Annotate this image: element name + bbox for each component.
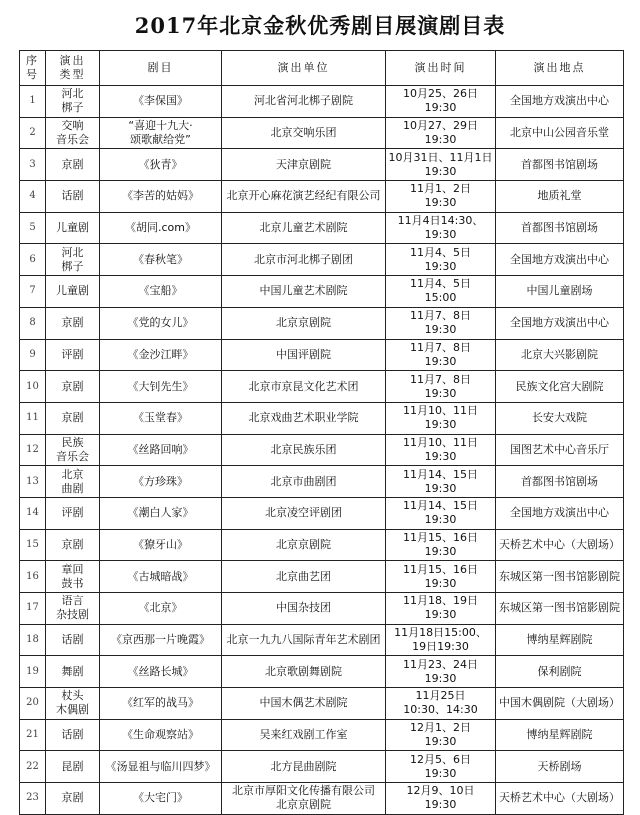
cell-time bbox=[386, 624, 496, 656]
cell-venue: 中国木偶剧院（大剧场） bbox=[496, 688, 624, 720]
cell-time bbox=[386, 244, 496, 276]
cell-seq: 7 bbox=[20, 276, 46, 308]
cell-time-line: 11月10、11日 bbox=[403, 404, 478, 418]
cell-type-line: 河北 bbox=[61, 87, 84, 101]
cell-type bbox=[46, 276, 100, 308]
cell-type-line: 梆子 bbox=[61, 259, 84, 273]
cell-time-line: 12月5、6日 bbox=[410, 752, 471, 766]
cell-type-line: 京剧 bbox=[61, 537, 84, 551]
cell-time bbox=[386, 466, 496, 498]
cell-venue: 保利剧院 bbox=[496, 656, 624, 688]
cell-time bbox=[386, 783, 496, 815]
cell-type-line: 木偶剧 bbox=[56, 703, 89, 717]
cell-type-line: 京剧 bbox=[61, 316, 84, 330]
cell-time-line: 19:30 bbox=[424, 323, 457, 337]
cell-org-line: 中国木偶艺术剧院 bbox=[259, 696, 348, 710]
cell-org-line: 北京凌空评剧团 bbox=[265, 506, 342, 520]
table-row bbox=[20, 688, 624, 720]
cell-time-line: 12月1、2日 bbox=[410, 721, 471, 735]
cell-show bbox=[100, 244, 222, 276]
cell-time-line: 19:30 bbox=[424, 735, 457, 749]
cell-time bbox=[386, 86, 496, 118]
cell-time-line: 19:30 bbox=[424, 449, 457, 463]
cell-org-line: 北京市曲剧团 bbox=[270, 474, 337, 488]
header-org: 演出单位 bbox=[222, 51, 386, 86]
cell-time bbox=[386, 149, 496, 181]
cell-show bbox=[100, 339, 222, 371]
cell-show-line: 《京西那一片晚霞》 bbox=[111, 633, 210, 647]
cell-show-line: 《春秋笔》 bbox=[133, 252, 188, 266]
cell-show-line: 《潮白人家》 bbox=[127, 506, 194, 520]
cell-venue: 天桥剧场 bbox=[496, 751, 624, 783]
table-row bbox=[20, 751, 624, 783]
table-row bbox=[20, 719, 624, 751]
cell-show bbox=[100, 497, 222, 529]
cell-show-line: 《大宅门》 bbox=[133, 791, 188, 805]
cell-seq: 2 bbox=[20, 117, 46, 149]
page-title: 2017年北京金秋优秀剧目展演剧目表 bbox=[134, 13, 506, 38]
table-row bbox=[20, 593, 624, 625]
cell-show-line: 《汤显祖与临川四梦》 bbox=[105, 759, 216, 773]
cell-org bbox=[222, 212, 386, 244]
cell-time-line: 11月23、24日 bbox=[403, 657, 478, 671]
table-row bbox=[20, 181, 624, 213]
header-time: 演出时间 bbox=[386, 51, 496, 86]
cell-type bbox=[46, 371, 100, 403]
cell-time-line: 10:30、14:30 bbox=[403, 703, 478, 717]
cell-seq: 23 bbox=[20, 783, 46, 815]
cell-time-line: 11月4、5日 bbox=[410, 245, 471, 259]
cell-time bbox=[386, 593, 496, 625]
cell-org bbox=[222, 624, 386, 656]
cell-show-line: 《獠牙山》 bbox=[133, 537, 188, 551]
cell-org-line: 中国杂技团 bbox=[276, 601, 331, 615]
cell-show-line: 《丝路长城》 bbox=[127, 664, 194, 678]
cell-time-line: 11月1、2日 bbox=[410, 182, 471, 196]
cell-seq: 10 bbox=[20, 371, 46, 403]
cell-time-line: 19:30 bbox=[424, 513, 457, 527]
cell-type-line: 昆剧 bbox=[61, 759, 84, 773]
cell-type-line: 评剧 bbox=[61, 347, 84, 361]
cell-show-line: 《宝船》 bbox=[138, 284, 183, 298]
cell-org bbox=[222, 561, 386, 593]
cell-time bbox=[386, 497, 496, 529]
cell-time-line: 11月7、8日 bbox=[410, 372, 471, 386]
cell-org bbox=[222, 688, 386, 720]
table-row bbox=[20, 561, 624, 593]
cell-org-line: 北京歌剧舞剧院 bbox=[265, 664, 342, 678]
cell-org bbox=[222, 371, 386, 403]
cell-type bbox=[46, 624, 100, 656]
cell-type-line: 河北 bbox=[61, 245, 84, 259]
schedule-table bbox=[19, 50, 624, 815]
cell-time-line: 11月7、8日 bbox=[410, 340, 471, 354]
cell-type bbox=[46, 434, 100, 466]
cell-time-line: 19:30 bbox=[424, 101, 457, 115]
cell-venue: 天桥艺术中心（大剧场） bbox=[496, 783, 624, 815]
cell-type bbox=[46, 593, 100, 625]
cell-show bbox=[100, 307, 222, 339]
cell-venue: 首都图书馆剧场 bbox=[496, 466, 624, 498]
cell-show bbox=[100, 86, 222, 118]
cell-time-line: 12月9、10日 bbox=[406, 784, 475, 798]
cell-seq: 21 bbox=[20, 719, 46, 751]
cell-show-line: 《大钊先生》 bbox=[127, 379, 194, 393]
table-row bbox=[20, 783, 624, 815]
cell-type-line: 京剧 bbox=[61, 411, 84, 425]
header-venue: 演出地点 bbox=[496, 51, 624, 86]
cell-type bbox=[46, 783, 100, 815]
cell-org-line: 北京儿童艺术剧院 bbox=[259, 221, 348, 235]
cell-time bbox=[386, 434, 496, 466]
cell-time-line: 19:30 bbox=[424, 164, 457, 178]
cell-type-line: 鼓书 bbox=[61, 576, 84, 590]
cell-show bbox=[100, 212, 222, 244]
cell-type-line: 儿童剧 bbox=[56, 284, 89, 298]
cell-type-line: 曲剧 bbox=[61, 481, 84, 495]
cell-venue: 北京中山公园音乐堂 bbox=[496, 117, 624, 149]
cell-time bbox=[386, 212, 496, 244]
cell-type bbox=[46, 751, 100, 783]
cell-show bbox=[100, 624, 222, 656]
cell-type-line: 话剧 bbox=[61, 728, 84, 742]
cell-time-line: 19:30 bbox=[424, 196, 457, 210]
cell-show-line: “喜迎十九大· bbox=[128, 119, 193, 133]
cell-org-line: 北京民族乐团 bbox=[270, 442, 337, 456]
header-seq: 序 号 bbox=[20, 51, 46, 86]
cell-type-line: 儿童剧 bbox=[56, 221, 89, 235]
cell-show-line: 《丝路回响》 bbox=[127, 442, 194, 456]
cell-org-line: 北方昆曲剧院 bbox=[270, 759, 337, 773]
cell-type-line: 交响 bbox=[61, 119, 84, 133]
cell-time bbox=[386, 307, 496, 339]
cell-type-line: 民族 bbox=[61, 435, 84, 449]
cell-org-line: 北京市京昆文化艺术团 bbox=[248, 379, 359, 393]
table-row bbox=[20, 244, 624, 276]
cell-org bbox=[222, 307, 386, 339]
cell-type bbox=[46, 656, 100, 688]
cell-time-line: 19:30 bbox=[424, 766, 457, 780]
cell-venue: 全国地方戏演出中心 bbox=[496, 86, 624, 118]
cell-time bbox=[386, 117, 496, 149]
cell-seq: 18 bbox=[20, 624, 46, 656]
cell-org-line: 北京市河北梆子剧团 bbox=[254, 252, 353, 266]
cell-seq: 17 bbox=[20, 593, 46, 625]
cell-venue: 全国地方戏演出中心 bbox=[496, 307, 624, 339]
cell-show-line: 《方珍珠》 bbox=[133, 474, 188, 488]
cell-org-line: 北京市厚阳文化传播有限公司 bbox=[232, 784, 375, 798]
cell-seq: 5 bbox=[20, 212, 46, 244]
cell-type-line: 音乐会 bbox=[56, 133, 89, 147]
table-row bbox=[20, 529, 624, 561]
cell-org-line: 北京开心麻花演艺经纪有限公司 bbox=[226, 189, 381, 203]
cell-show-line: 《北京》 bbox=[138, 601, 183, 615]
cell-show bbox=[100, 466, 222, 498]
table-row bbox=[20, 656, 624, 688]
cell-type-line: 评剧 bbox=[61, 506, 84, 520]
cell-time-line: 19:30 bbox=[424, 798, 457, 812]
cell-type bbox=[46, 688, 100, 720]
cell-org-line: 北京一九九八国际青年艺术剧团 bbox=[226, 633, 381, 647]
cell-seq: 19 bbox=[20, 656, 46, 688]
cell-show-line: 颂歌献给党” bbox=[130, 133, 191, 147]
cell-org bbox=[222, 117, 386, 149]
cell-time bbox=[386, 402, 496, 434]
cell-org bbox=[222, 434, 386, 466]
cell-org-line: 河北省河北梆子剧院 bbox=[254, 94, 353, 108]
cell-type bbox=[46, 149, 100, 181]
cell-seq: 1 bbox=[20, 86, 46, 118]
cell-show bbox=[100, 751, 222, 783]
cell-seq: 4 bbox=[20, 181, 46, 213]
table-row bbox=[20, 434, 624, 466]
table-row bbox=[20, 466, 624, 498]
table-row bbox=[20, 117, 624, 149]
cell-show bbox=[100, 276, 222, 308]
cell-org bbox=[222, 783, 386, 815]
cell-show-line: 《狄青》 bbox=[138, 157, 183, 171]
table-row bbox=[20, 371, 624, 403]
cell-show-line: 《红军的战马》 bbox=[122, 696, 199, 710]
cell-seq: 9 bbox=[20, 339, 46, 371]
cell-time-line: 10月27、29日 bbox=[403, 119, 478, 133]
cell-org bbox=[222, 529, 386, 561]
cell-time-line: 19:30 bbox=[424, 576, 457, 590]
cell-time-line: 10月31日、11月1日 bbox=[388, 150, 493, 164]
cell-org bbox=[222, 497, 386, 529]
cell-time-line: 11月7、8日 bbox=[410, 309, 471, 323]
cell-type-line: 舞剧 bbox=[61, 664, 84, 678]
cell-type bbox=[46, 402, 100, 434]
cell-time bbox=[386, 656, 496, 688]
cell-venue: 国图艺术中心音乐厅 bbox=[496, 434, 624, 466]
table-row bbox=[20, 339, 624, 371]
cell-org bbox=[222, 339, 386, 371]
cell-seq: 16 bbox=[20, 561, 46, 593]
cell-time-line: 11月10、11日 bbox=[403, 435, 478, 449]
cell-time-line: 19:30 bbox=[424, 544, 457, 558]
cell-seq: 13 bbox=[20, 466, 46, 498]
cell-show bbox=[100, 181, 222, 213]
cell-seq: 12 bbox=[20, 434, 46, 466]
cell-type-line: 京剧 bbox=[61, 791, 84, 805]
cell-type-line: 语言 bbox=[61, 594, 84, 608]
cell-time bbox=[386, 719, 496, 751]
cell-time-line: 19:30 bbox=[424, 228, 457, 242]
cell-show bbox=[100, 561, 222, 593]
cell-type bbox=[46, 339, 100, 371]
cell-show-line: 《金沙江畔》 bbox=[127, 347, 194, 361]
cell-org-line: 北京京剧院 bbox=[276, 316, 331, 330]
cell-type bbox=[46, 307, 100, 339]
cell-time-line: 19:30 bbox=[424, 481, 457, 495]
cell-type bbox=[46, 561, 100, 593]
cell-type bbox=[46, 212, 100, 244]
table-row bbox=[20, 276, 624, 308]
cell-type bbox=[46, 86, 100, 118]
cell-venue: 首都图书馆剧场 bbox=[496, 149, 624, 181]
schedule-body bbox=[20, 86, 624, 815]
table-row bbox=[20, 307, 624, 339]
cell-type bbox=[46, 181, 100, 213]
cell-time-line: 11月15、16日 bbox=[403, 562, 478, 576]
cell-time bbox=[386, 688, 496, 720]
cell-org bbox=[222, 276, 386, 308]
cell-show-line: 《玉堂春》 bbox=[133, 411, 188, 425]
cell-seq: 6 bbox=[20, 244, 46, 276]
cell-venue: 天桥艺术中心（大剧场） bbox=[496, 529, 624, 561]
cell-time-line: 19:30 bbox=[424, 608, 457, 622]
cell-show bbox=[100, 719, 222, 751]
cell-time-line: 11月4日14:30、 bbox=[397, 214, 484, 228]
cell-venue: 首都图书馆剧场 bbox=[496, 212, 624, 244]
cell-time-line: 11月25日 bbox=[415, 689, 466, 703]
cell-org bbox=[222, 149, 386, 181]
cell-time-line: 19:30 bbox=[424, 418, 457, 432]
header-type: 演出 类型 bbox=[46, 51, 100, 86]
cell-time-line: 19:30 bbox=[424, 386, 457, 400]
cell-org-line: 中国儿童艺术剧院 bbox=[259, 284, 348, 298]
cell-time-line: 19:30 bbox=[424, 259, 457, 273]
table-row bbox=[20, 86, 624, 118]
cell-show bbox=[100, 529, 222, 561]
cell-time bbox=[386, 339, 496, 371]
cell-org-line: 北京京剧院 bbox=[276, 798, 331, 812]
cell-show bbox=[100, 688, 222, 720]
cell-seq: 15 bbox=[20, 529, 46, 561]
cell-type-line: 梆子 bbox=[61, 101, 84, 115]
cell-time-line: 15:00 bbox=[424, 291, 457, 305]
cell-org-line: 吴来红戏剧工作室 bbox=[259, 728, 348, 742]
cell-time-line: 11月15、16日 bbox=[403, 530, 478, 544]
cell-type bbox=[46, 117, 100, 149]
cell-time-line: 19:30 bbox=[424, 671, 457, 685]
cell-show bbox=[100, 117, 222, 149]
cell-org-line: 北京曲艺团 bbox=[276, 569, 331, 583]
cell-type-line: 话剧 bbox=[61, 189, 84, 203]
cell-time-line: 11月14、15日 bbox=[403, 467, 478, 481]
header-show: 剧目 bbox=[100, 51, 222, 86]
table-row bbox=[20, 624, 624, 656]
cell-org bbox=[222, 719, 386, 751]
cell-type bbox=[46, 529, 100, 561]
cell-show-line: 《胡同.com》 bbox=[125, 221, 196, 235]
cell-time bbox=[386, 529, 496, 561]
cell-venue: 博纳星辉剧院 bbox=[496, 624, 624, 656]
cell-time-line: 19:30 bbox=[424, 133, 457, 147]
cell-venue: 博纳星辉剧院 bbox=[496, 719, 624, 751]
cell-org bbox=[222, 593, 386, 625]
cell-seq: 8 bbox=[20, 307, 46, 339]
cell-seq: 20 bbox=[20, 688, 46, 720]
cell-show-line: 《古城暗战》 bbox=[127, 569, 194, 583]
cell-show bbox=[100, 434, 222, 466]
cell-time-line: 19:30 bbox=[424, 354, 457, 368]
cell-org bbox=[222, 181, 386, 213]
cell-seq: 14 bbox=[20, 497, 46, 529]
cell-time-line: 19日19:30 bbox=[412, 640, 469, 654]
cell-time-line: 10月25、26日 bbox=[403, 87, 478, 101]
cell-org-line: 北京京剧院 bbox=[276, 537, 331, 551]
cell-type bbox=[46, 466, 100, 498]
cell-show-line: 《李苦的姑妈》 bbox=[122, 189, 199, 203]
cell-venue: 中国儿童剧场 bbox=[496, 276, 624, 308]
header-row bbox=[20, 51, 624, 86]
cell-show-line: 《生命观察站》 bbox=[122, 728, 199, 742]
cell-seq: 11 bbox=[20, 402, 46, 434]
cell-type-line: 章回 bbox=[61, 562, 84, 576]
cell-type-line: 京剧 bbox=[61, 157, 84, 171]
cell-venue: 地质礼堂 bbox=[496, 181, 624, 213]
cell-type-line: 杖头 bbox=[61, 689, 84, 703]
cell-seq: 22 bbox=[20, 751, 46, 783]
cell-venue: 北京大兴影剧院 bbox=[496, 339, 624, 371]
table-row bbox=[20, 149, 624, 181]
cell-org bbox=[222, 86, 386, 118]
cell-org-line: 天津京剧院 bbox=[276, 157, 331, 171]
cell-venue: 东城区第一图书馆影剧院 bbox=[496, 561, 624, 593]
cell-org-line: 北京戏曲艺术职业学院 bbox=[248, 411, 359, 425]
cell-show bbox=[100, 402, 222, 434]
cell-venue: 长安大戏院 bbox=[496, 402, 624, 434]
cell-type-line: 北京 bbox=[61, 467, 84, 481]
cell-org bbox=[222, 402, 386, 434]
cell-type-line: 杂技剧 bbox=[56, 608, 89, 622]
cell-time-line: 11月14、15日 bbox=[403, 499, 478, 513]
cell-org bbox=[222, 244, 386, 276]
cell-type-line: 话剧 bbox=[61, 633, 84, 647]
cell-type bbox=[46, 497, 100, 529]
cell-venue: 东城区第一图书馆影剧院 bbox=[496, 593, 624, 625]
cell-show bbox=[100, 783, 222, 815]
cell-show bbox=[100, 593, 222, 625]
cell-time bbox=[386, 371, 496, 403]
cell-time-line: 11月4、5日 bbox=[410, 277, 471, 291]
table-row bbox=[20, 497, 624, 529]
cell-time-line: 11月18、19日 bbox=[403, 594, 478, 608]
cell-org bbox=[222, 751, 386, 783]
cell-org-line: 中国评剧院 bbox=[276, 347, 331, 361]
cell-show bbox=[100, 149, 222, 181]
cell-show-line: 《党的女儿》 bbox=[127, 316, 194, 330]
cell-show-line: 《李保国》 bbox=[133, 94, 188, 108]
cell-time bbox=[386, 276, 496, 308]
table-row bbox=[20, 402, 624, 434]
cell-type bbox=[46, 244, 100, 276]
cell-type bbox=[46, 719, 100, 751]
cell-show bbox=[100, 656, 222, 688]
cell-time bbox=[386, 561, 496, 593]
table-row bbox=[20, 212, 624, 244]
cell-seq: 3 bbox=[20, 149, 46, 181]
cell-time bbox=[386, 751, 496, 783]
cell-time-line: 11月18日15:00、 bbox=[394, 626, 487, 640]
cell-type-line: 京剧 bbox=[61, 379, 84, 393]
cell-org bbox=[222, 656, 386, 688]
cell-time bbox=[386, 181, 496, 213]
cell-venue: 民族文化宫大剧院 bbox=[496, 371, 624, 403]
cell-org-line: 北京交响乐团 bbox=[270, 126, 337, 140]
cell-show bbox=[100, 371, 222, 403]
cell-venue: 全国地方戏演出中心 bbox=[496, 497, 624, 529]
cell-org bbox=[222, 466, 386, 498]
cell-type-line: 音乐会 bbox=[56, 449, 89, 463]
cell-venue: 全国地方戏演出中心 bbox=[496, 244, 624, 276]
